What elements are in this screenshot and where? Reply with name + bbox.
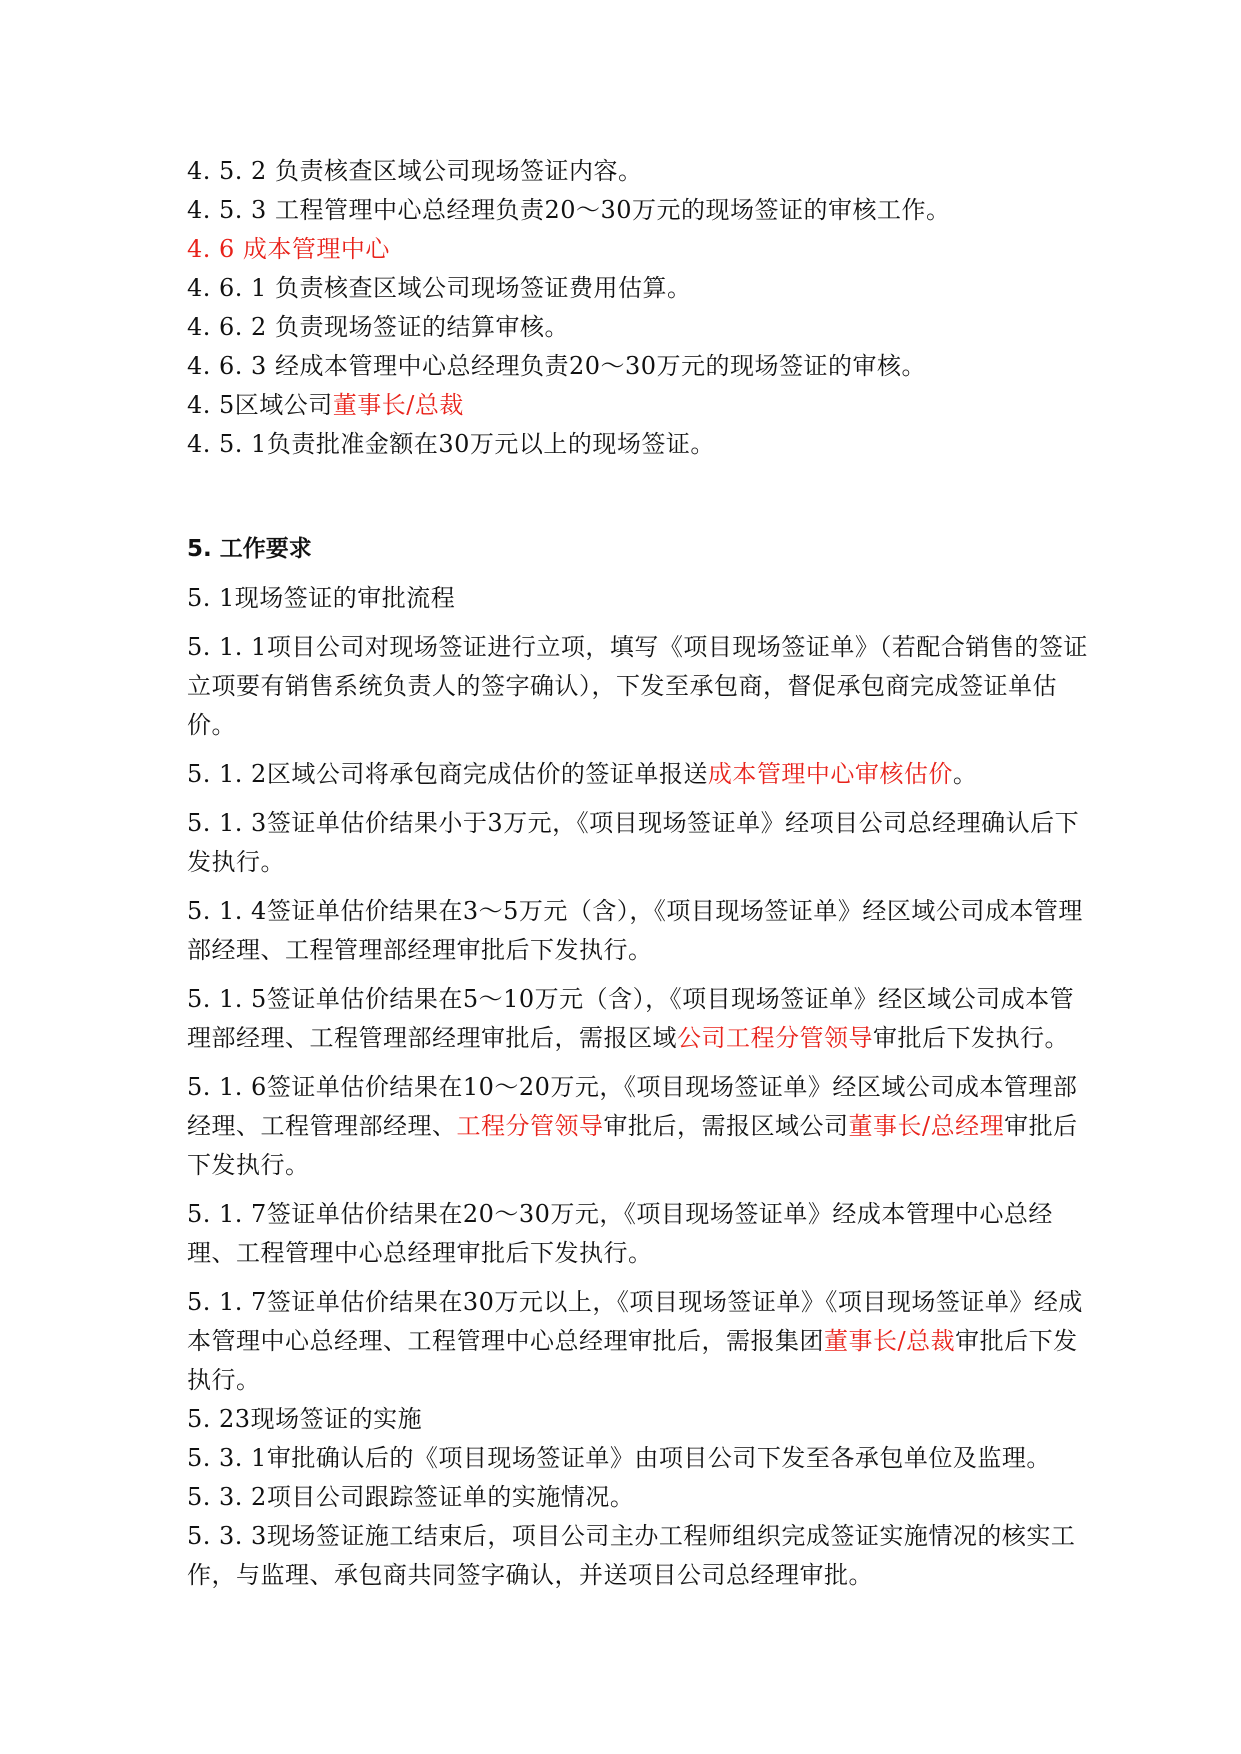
clause-5-1-7b-text: 5. 1. 7签证单估价结果在30万元以上，《项目现场签证单》《项目现场签证单》经成本管理中心总经理、工程管理中心总经理审批后，需报集团 [187, 1288, 1083, 1355]
clause-5-1-6-end: 审批后下发执行。 [187, 1112, 1078, 1179]
engineering-leader-highlight-2: 工程分管领导 [456, 1112, 604, 1140]
clause-5-1-6-mid: 审批后，需报区域公司 [603, 1112, 849, 1140]
clause-5-1-1: 5. 1. 1项目公司对现场签证进行立项，填写《项目现场签证单》（若配合销售的签证立项要有销售系统负责人的签字确认），下发至承包商，督促承包商完成签证单估价。 [187, 633, 1088, 739]
clause-4-6-2: 4. 6. 2 负责现场签证的结算审核。 [187, 313, 569, 341]
clause-4-6-heading: 4. 6 成本管理中心 [187, 235, 390, 263]
clause-4-6-1: 4. 6. 1 负责核查区域公司现场签证费用估算。 [187, 274, 692, 302]
clause-5-1-5 [187, 980, 1097, 1058]
chairman-gm-highlight: 董事长/总经理 [848, 1112, 1005, 1140]
clause-5-1-7b [187, 1283, 1097, 1400]
clause-5-1-6-text: 5. 1. 6签证单估价结果在10～20万元，《项目现场签证单》经区域公司成本管理部经理、工程管理部经理、 [187, 1073, 1078, 1140]
clause-5-1-7a: 5. 1. 7签证单估价结果在20～30万元，《项目现场签证单》经成本管理中心总经理、工程管理中心总经理审批后下发执行。 [187, 1200, 1053, 1267]
clause-4-5-2: 4. 5. 2 负责核查区域公司现场签证内容。 [187, 157, 643, 185]
chairman-president-highlight: 董事长/总裁 [332, 391, 464, 419]
clause-4-5-1: 4. 5. 1负责批准金额在30万元以上的现场签证。 [187, 430, 715, 458]
clause-5-1-6 [187, 1068, 1097, 1185]
section-4-block [187, 152, 1097, 464]
clause-5-3-3: 5. 3. 3现场签证施工结束后，项目公司主办工程师组织完成签证实施情况的核实工作，与监理、承包商共同签字确认，并送项目公司总经理审批。 [187, 1522, 1076, 1589]
clause-5-1-2 [187, 755, 1097, 794]
clause-5-1-2-end: 。 [952, 760, 978, 788]
clause-4-6-3: 4. 6. 3 经成本管理中心总经理负责20～30万元的现场签证的审核。 [187, 352, 927, 380]
engineering-leader-highlight: 公司工程分管领导 [677, 1024, 873, 1052]
clause-5-3-2: 5. 3. 2项目公司跟踪签证单的实施情况。 [187, 1483, 635, 1511]
clause-4-5-3: 4. 5. 3 工程管理中心总经理负责20～30万元的现场签证的审核工作。 [187, 196, 951, 224]
clause-5-1-4: 5. 1. 4签证单估价结果在3～5万元（含），《项目现场签证单》经区域公司成本管理部经理、工程管理部经理审批后下发执行。 [187, 897, 1083, 964]
clause-5-1-5-end: 审批后下发执行。 [873, 1024, 1069, 1052]
clause-5-3-1: 5. 3. 1审批确认后的《项目现场签证单》由项目公司下发至各承包单位及监理。 [187, 1444, 1051, 1472]
clause-5-1-2-text: 5. 1. 2区域公司将承包商完成估价的签证单报送 [187, 760, 708, 788]
section-5-block [187, 530, 1097, 1595]
clause-4-5-region-label: 4. 5区域公司 [187, 391, 333, 419]
group-chairman-highlight: 董事长/总裁 [824, 1327, 956, 1355]
cost-center-review-highlight: 成本管理中心审核估价 [707, 760, 953, 788]
section-5-heading: 5. 工作要求 [187, 536, 312, 562]
clause-5-1-7b-end: 审批后下发执行。 [187, 1327, 1078, 1394]
clause-5-1: 5. 1现场签证的审批流程 [187, 584, 456, 612]
clause-5-1-5-text: 5. 1. 5签证单估价结果在5～10万元（含），《项目现场签证单》经区域公司成本管理部经理、工程管理部经理审批后，需报区域 [187, 985, 1075, 1052]
clause-5-23: 5. 23现场签证的实施 [187, 1405, 423, 1433]
clause-5-1-3: 5. 1. 3签证单估价结果小于3万元，《项目现场签证单》经项目公司总经理确认后下发执行。 [187, 809, 1080, 876]
clause-4-5-region-heading [187, 386, 1097, 425]
